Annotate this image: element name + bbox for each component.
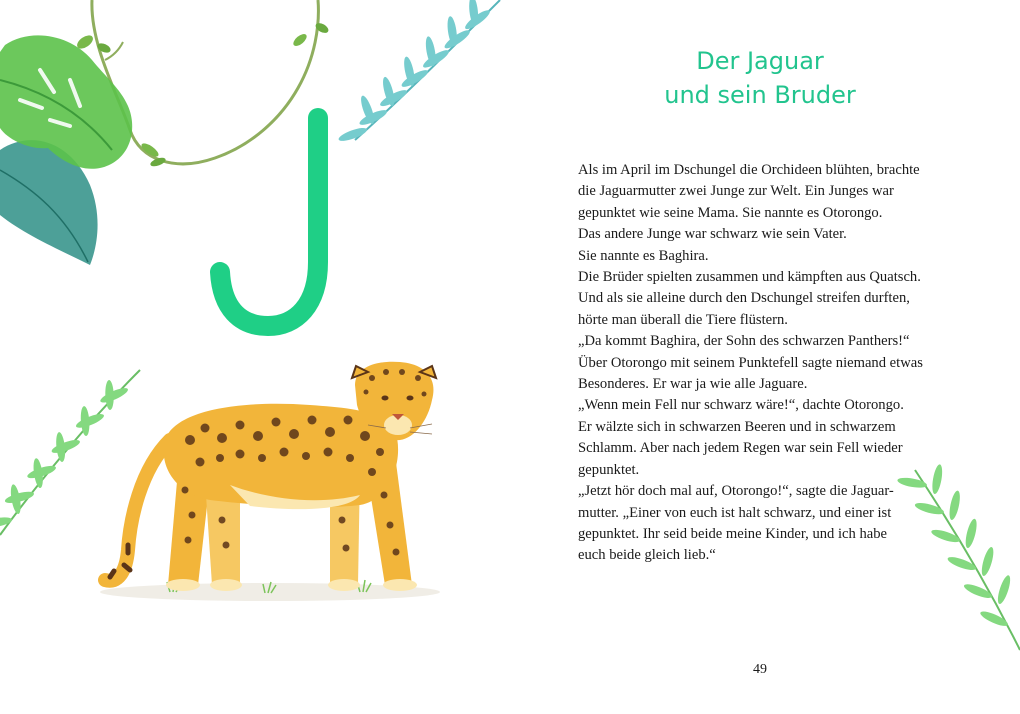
story-line: Die Brüder spielten zusammen und kämpften aus Quatsch. [578, 269, 921, 286]
vine-leaf [291, 32, 308, 48]
story-line: euch beide gleich lieb.“ [578, 547, 716, 564]
story-line: „Da kommt Baghira, der Sohn des schwarzen Panthers!“ [578, 333, 910, 350]
story-line: Schlamm. Aber nach jedem Regen war sein Fell wieder [578, 440, 903, 457]
story-line: Über Otorongo mit seinem Punktefell sagte niemand etwas [578, 354, 923, 371]
blue-fern [337, 0, 500, 144]
story-line: Er wälzte sich in schwarzen Beeren und in schwarzem [578, 418, 896, 435]
left-fern [0, 370, 140, 535]
story-text [578, 160, 958, 567]
story-title [600, 44, 920, 112]
story-line: mutter. „Einer von euch ist halt schwarz, und einer ist [578, 504, 892, 521]
story-line: Besonderes. Er war ja wie alle Jaguare. [578, 376, 808, 393]
story-line: gepunktet. Ihr seid beide meine Kinder, und ich habe [578, 525, 888, 542]
title-line-1: Der Jaguar [696, 47, 824, 75]
story-line: hörte man überall die Tiere flüstern. [578, 311, 788, 328]
story-line: die Jaguarmutter zwei Junge zur Welt. Ein Junges war [578, 183, 894, 200]
story-line: „Wenn mein Fell nur schwarz wäre!“, dachte Otorongo. [578, 397, 904, 414]
story-line: Und als sie alleine durch den Dschungel streifen durften, [578, 290, 910, 307]
page-number: 49 [753, 662, 767, 677]
story-line: gepunktet wie seine Mama. Sie nannte es Otorongo. [578, 204, 883, 221]
title-line-2: und sein Bruder [664, 81, 856, 109]
jaguar-illustration [105, 362, 436, 591]
story-line: gepunktet. [578, 461, 640, 478]
story-line: Sie nannte es Baghira. [578, 247, 709, 264]
story-line: Als im April im Dschungel die Orchideen blühten, brachte [578, 162, 920, 178]
story-line: Das andere Junge war schwarz wie sein Vater. [578, 226, 847, 243]
story-line: „Jetzt hör doch mal auf, Otorongo!“, sagte die Jaguar- [578, 483, 894, 500]
